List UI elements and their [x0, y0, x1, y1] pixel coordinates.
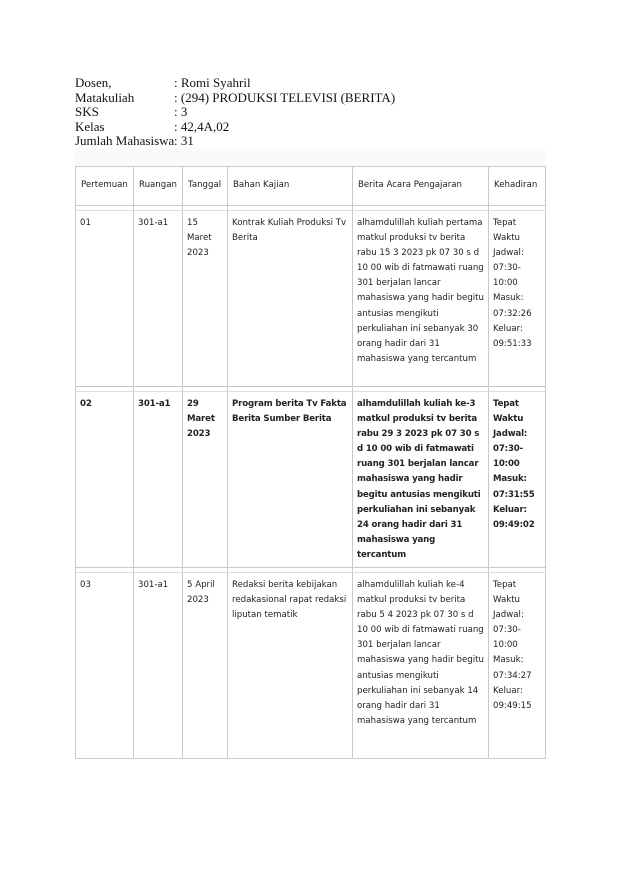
cell-berita-acara: alhamdulillah kuliah ke-3 matkul produksi tv berita rabu 29 3 2023 pk 07 30 s d 10 00 wib di fatmawati ruang 301 berjalan lancar mahasiswa yang hadir begitu antusias mengikuti perkuliahan ini sebanyak 24 orang hadir dari 31 mahasiswa yang tercantum [353, 392, 489, 568]
cell-bahan-kajian: Redaksi berita kebijakan redakasional rapat redaksi liputan tematik [228, 573, 353, 759]
cell-bahan-kajian: Kontrak Kuliah Produksi Tv Berita [228, 211, 353, 387]
column-header-pertemuan: Pertemuan [76, 167, 134, 206]
column-header-ruangan: Ruangan [134, 167, 183, 206]
matakuliah-label: Matakuliah [75, 89, 135, 105]
course-header [75, 76, 395, 149]
header-row-matakuliah [75, 91, 395, 106]
table-row [76, 211, 546, 387]
cell-berita-acara: alhamdulillah kuliah ke-4 matkul produksi tv berita rabu 5 4 2023 pk 07 30 s d 10 00 wib di fatmawati ruang 301 berjalan lancar mahasiswa yang hadir begitu antusias mengikuti perkuliahan ini sebanyak 14 orang hadir dari 31 mahasiswa yang tercantum [353, 573, 489, 759]
column-header-kehadiran: Kehadiran [489, 167, 546, 206]
header-row-sks [75, 105, 395, 120]
cell-kehadiran: Tepat Waktu Jadwal: 07:30-10:00 Masuk: 07:34:27 Keluar: 09:49:15 [489, 573, 546, 759]
cell-kehadiran: Tepat Waktu Jadwal: 07:30-10:00 Masuk: 07:32:26 Keluar: 09:51:33 [489, 211, 546, 387]
cell-bahan-kajian: Program berita Tv Fakta Berita Sumber Berita [228, 392, 353, 568]
jumlah-label: Jumlah Mahasiswa [75, 133, 175, 149]
matakuliah-value: : (294) PRODUKSI TELEVISI (BERITA) [174, 89, 396, 105]
column-header-berita-acara: Berita Acara Pengajaran [353, 167, 489, 206]
kelas-value: : 42,4A,02 [174, 118, 230, 134]
schedule-table [75, 166, 546, 759]
cell-ruangan: 301-a1 [134, 573, 183, 759]
cell-tanggal: 5 April 2023 [183, 573, 228, 759]
cell-pertemuan: 01 [76, 211, 134, 387]
header-row-dosen [75, 76, 395, 91]
header-row-jumlah [75, 134, 395, 149]
table-row [76, 392, 546, 568]
header-band [75, 148, 545, 166]
cell-ruangan: 301-a1 [134, 392, 183, 568]
cell-ruangan: 301-a1 [134, 211, 183, 387]
cell-pertemuan: 03 [76, 573, 134, 759]
sks-value: : 3 [174, 104, 188, 120]
table-header-row [76, 167, 546, 206]
column-header-tanggal: Tanggal [183, 167, 228, 206]
cell-pertemuan: 02 [76, 392, 134, 568]
sks-label: SKS [75, 104, 99, 120]
cell-berita-acara: alhamdulillah kuliah pertama matkul produksi tv berita rabu 15 3 2023 pk 07 30 s d 10 00 wib di fatmawati ruang 301 berjalan lancar mahasiswa yang hadir begitu antusias mengikuti perkuliahan ini sebanyak 30 orang hadir dari 31 mahasiswa yang tercantum [353, 211, 489, 387]
cell-kehadiran: Tepat Waktu Jadwal: 07:30-10:00 Masuk: 07:31:55 Keluar: 09:49:02 [489, 392, 546, 568]
table-row [76, 573, 546, 759]
jumlah-value: : 31 [174, 133, 194, 149]
header-row-kelas [75, 120, 395, 135]
cell-tanggal: 29 Maret 2023 [183, 392, 228, 568]
kelas-label: Kelas [75, 118, 105, 134]
cell-tanggal: 15 Maret 2023 [183, 211, 228, 387]
dosen-value: : Romi Syahril [174, 75, 251, 90]
dosen-label: Dosen, [75, 75, 112, 90]
column-header-bahan-kajian: Bahan Kajian [228, 167, 353, 206]
